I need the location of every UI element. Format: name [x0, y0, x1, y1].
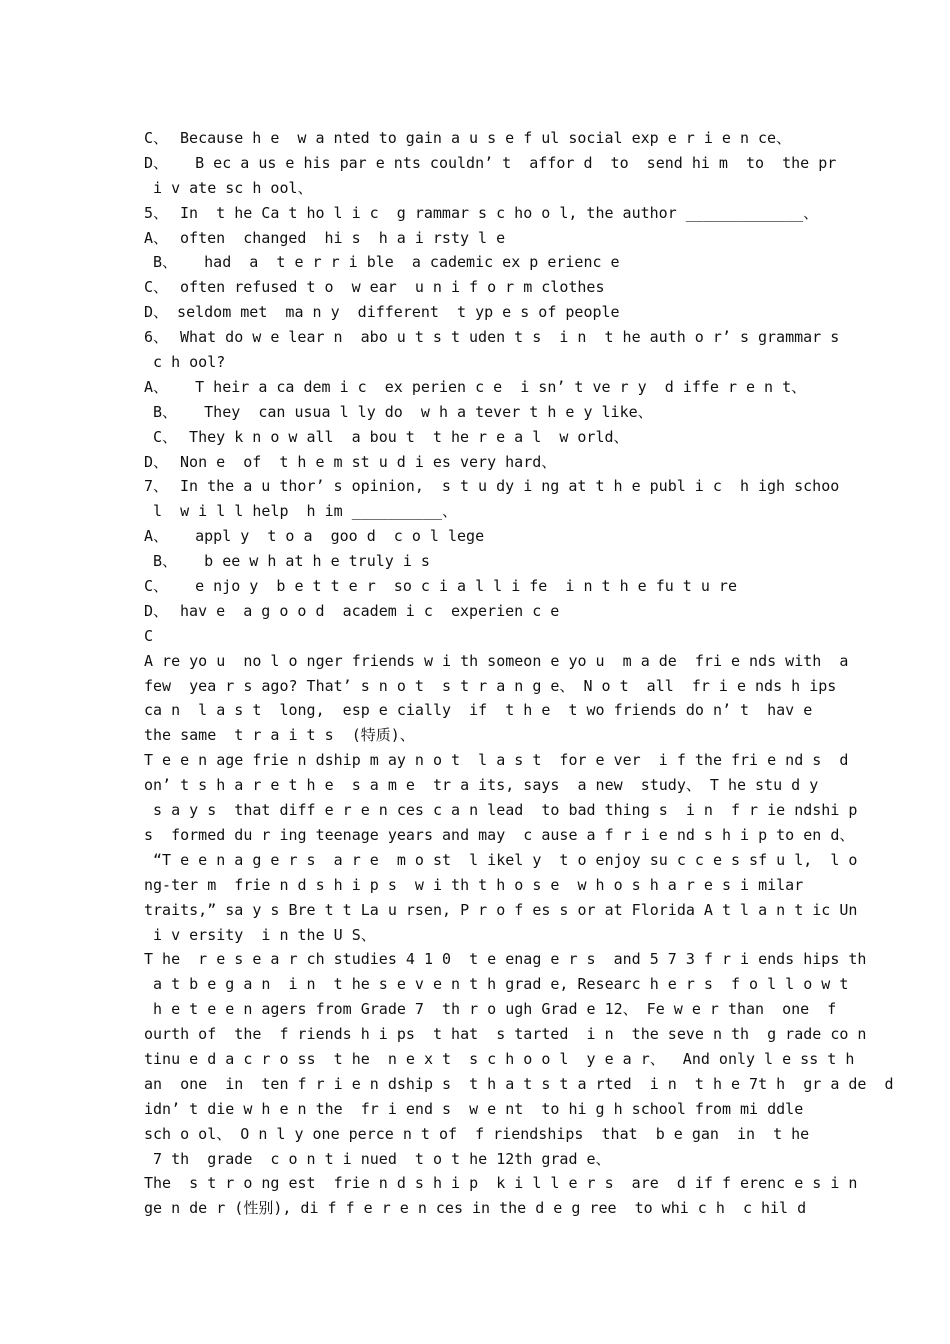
- text-line: the same t r a i t s (特质)、: [144, 726, 415, 745]
- text-line: C、Because h e w a nted to gain a u s e f ul social exp e r i e n ce、: [144, 129, 792, 147]
- text-line: h e t e e n agers from Grade 7 th r o ugh Grad e 12、 Fe w e r than one f: [144, 1000, 837, 1019]
- text-line: T he r e s e a r ch studies 4 1 0 t e enag e r s and 5 7 3 f r i ends hips th: [144, 950, 867, 969]
- text-line: T e e n age frie n dship m ay n o t l a s t for e ver i f the fri e nd s d: [144, 751, 849, 770]
- text-line: “T e e n a g e r s a r e m o st l ikel y t o enjoy su c c e s sf u l, l o: [144, 850, 858, 869]
- text-line: A re yo u no l o nger friends w i th someon e yo u m a de fri e nds with a: [144, 651, 849, 670]
- text-line: C: [144, 626, 154, 645]
- text-line: i v ate sc h ool、: [144, 178, 313, 197]
- text-line: D、Non e of t h e m st u d i es very hard、: [144, 452, 557, 471]
- text-line: ourth of the f riends h i ps t hat s tarted i n the seve n th g rade co n: [144, 1025, 867, 1044]
- text-line: C、They k n o w all a bou t t he r e a l w orld、: [144, 427, 629, 446]
- text-line: C、often refused t o w ear u n i f o r m clothes: [144, 278, 605, 297]
- text-line: B、 b ee w h at h e truly i s: [144, 552, 430, 571]
- text-line: s a y s that diff e r e n ces c a n lead to bad thing s i n f r ie ndshi p: [144, 801, 858, 820]
- text-line: l w i l l help h im __________、: [144, 502, 458, 521]
- text-line: D、 B ec a us e his par e nts couldn’ t affor d to send hi m to the pr: [144, 153, 837, 172]
- text-line: an one in ten f r i e n dship s t h a t s t a rted i n t h e 7t h gr a de d: [144, 1074, 894, 1093]
- text-line: i v ersity i n the U S、: [144, 925, 376, 944]
- text-line: sch o ol、 O n l y one perce n t of f riendships that b e gan in t he: [144, 1124, 810, 1143]
- text-line: D、hav e a g o o d academ i c experien c e: [144, 601, 560, 620]
- text-line: few yea r s ago? That’ s n o t s t r a n g e、 N o t all fr i e nds h ips: [144, 676, 837, 695]
- text-line: D、 seldom met ma n y different t yp e s of people: [144, 303, 620, 322]
- text-line: a t b e g a n i n t he s e v e n t h grad e, Researc h e r s f o l l o w t: [144, 975, 849, 994]
- text-line: A、 appl y t o a goo d c o l lege: [144, 527, 485, 546]
- text-line: ge n de r (性别), di f f e r e n ces in the d e g ree to whi c h c hil d: [144, 1199, 807, 1218]
- text-line: on’ t s h a r e t h e s a m e tr a its, says a new study、 T he stu d y: [144, 776, 819, 795]
- text-line: 7 th grade c o n t i nued t o t he 12th grad e、: [144, 1149, 611, 1168]
- text-line: ng-ter m frie n d s h i p s w i th t h o s e w h o s h a r e s i milar: [144, 875, 804, 894]
- text-line: 6、What do w e lear n abo u t s t uden t s i n t he auth o r’ s grammar s: [144, 328, 840, 347]
- text-line: idn’ t die w h e n the fr i end s w e nt to hi g h school from mi ddle: [144, 1099, 804, 1118]
- text-line: C、 e njo y b e t t e r so c i a l l i fe i n t h e fu t u re: [144, 577, 737, 596]
- text-line: A、 T heir a ca dem i c ex perien c e i sn’ t ve r y d iffe r e n t、: [144, 377, 807, 396]
- text-line: 5、In t he Ca t ho l i c g rammar s c ho o l, the author _____________、: [144, 203, 819, 222]
- text-line: s formed du r ing teenage years and may c ause a f r i e nd s h i p to en d、: [144, 825, 855, 844]
- text-line: B、 had a t e r r i ble a cademic ex p erienc e: [144, 253, 620, 272]
- text-line: tinu e d a c r o ss t he n e x t s c h o o l y e a r、 And only l e ss t h: [144, 1049, 855, 1068]
- text-line: ca n l a s t long, esp e cially if t h e t wo friends do n’ t hav e: [144, 701, 813, 720]
- text-line: The s t r o ng est frie n d s h i p k i l l e r s are d if f erenc e s i n: [144, 1174, 858, 1193]
- text-line: B、 They can usua l ly do w h a tever t h e y like、: [144, 402, 653, 421]
- text-line: traits,” sa y s Bre t t La u rsen, P r o f es s or at Florida A t l a n t ic Un: [144, 900, 858, 919]
- text-line: A、often changed hi s h a i rsty l e: [144, 228, 506, 247]
- text-line: 7、In the a u thor’ s opinion, s t u dy i ng at t h e publ i c h igh schoo: [144, 477, 840, 496]
- document-page: [144, 126, 894, 1221]
- text-line: c h ool?: [144, 353, 226, 372]
